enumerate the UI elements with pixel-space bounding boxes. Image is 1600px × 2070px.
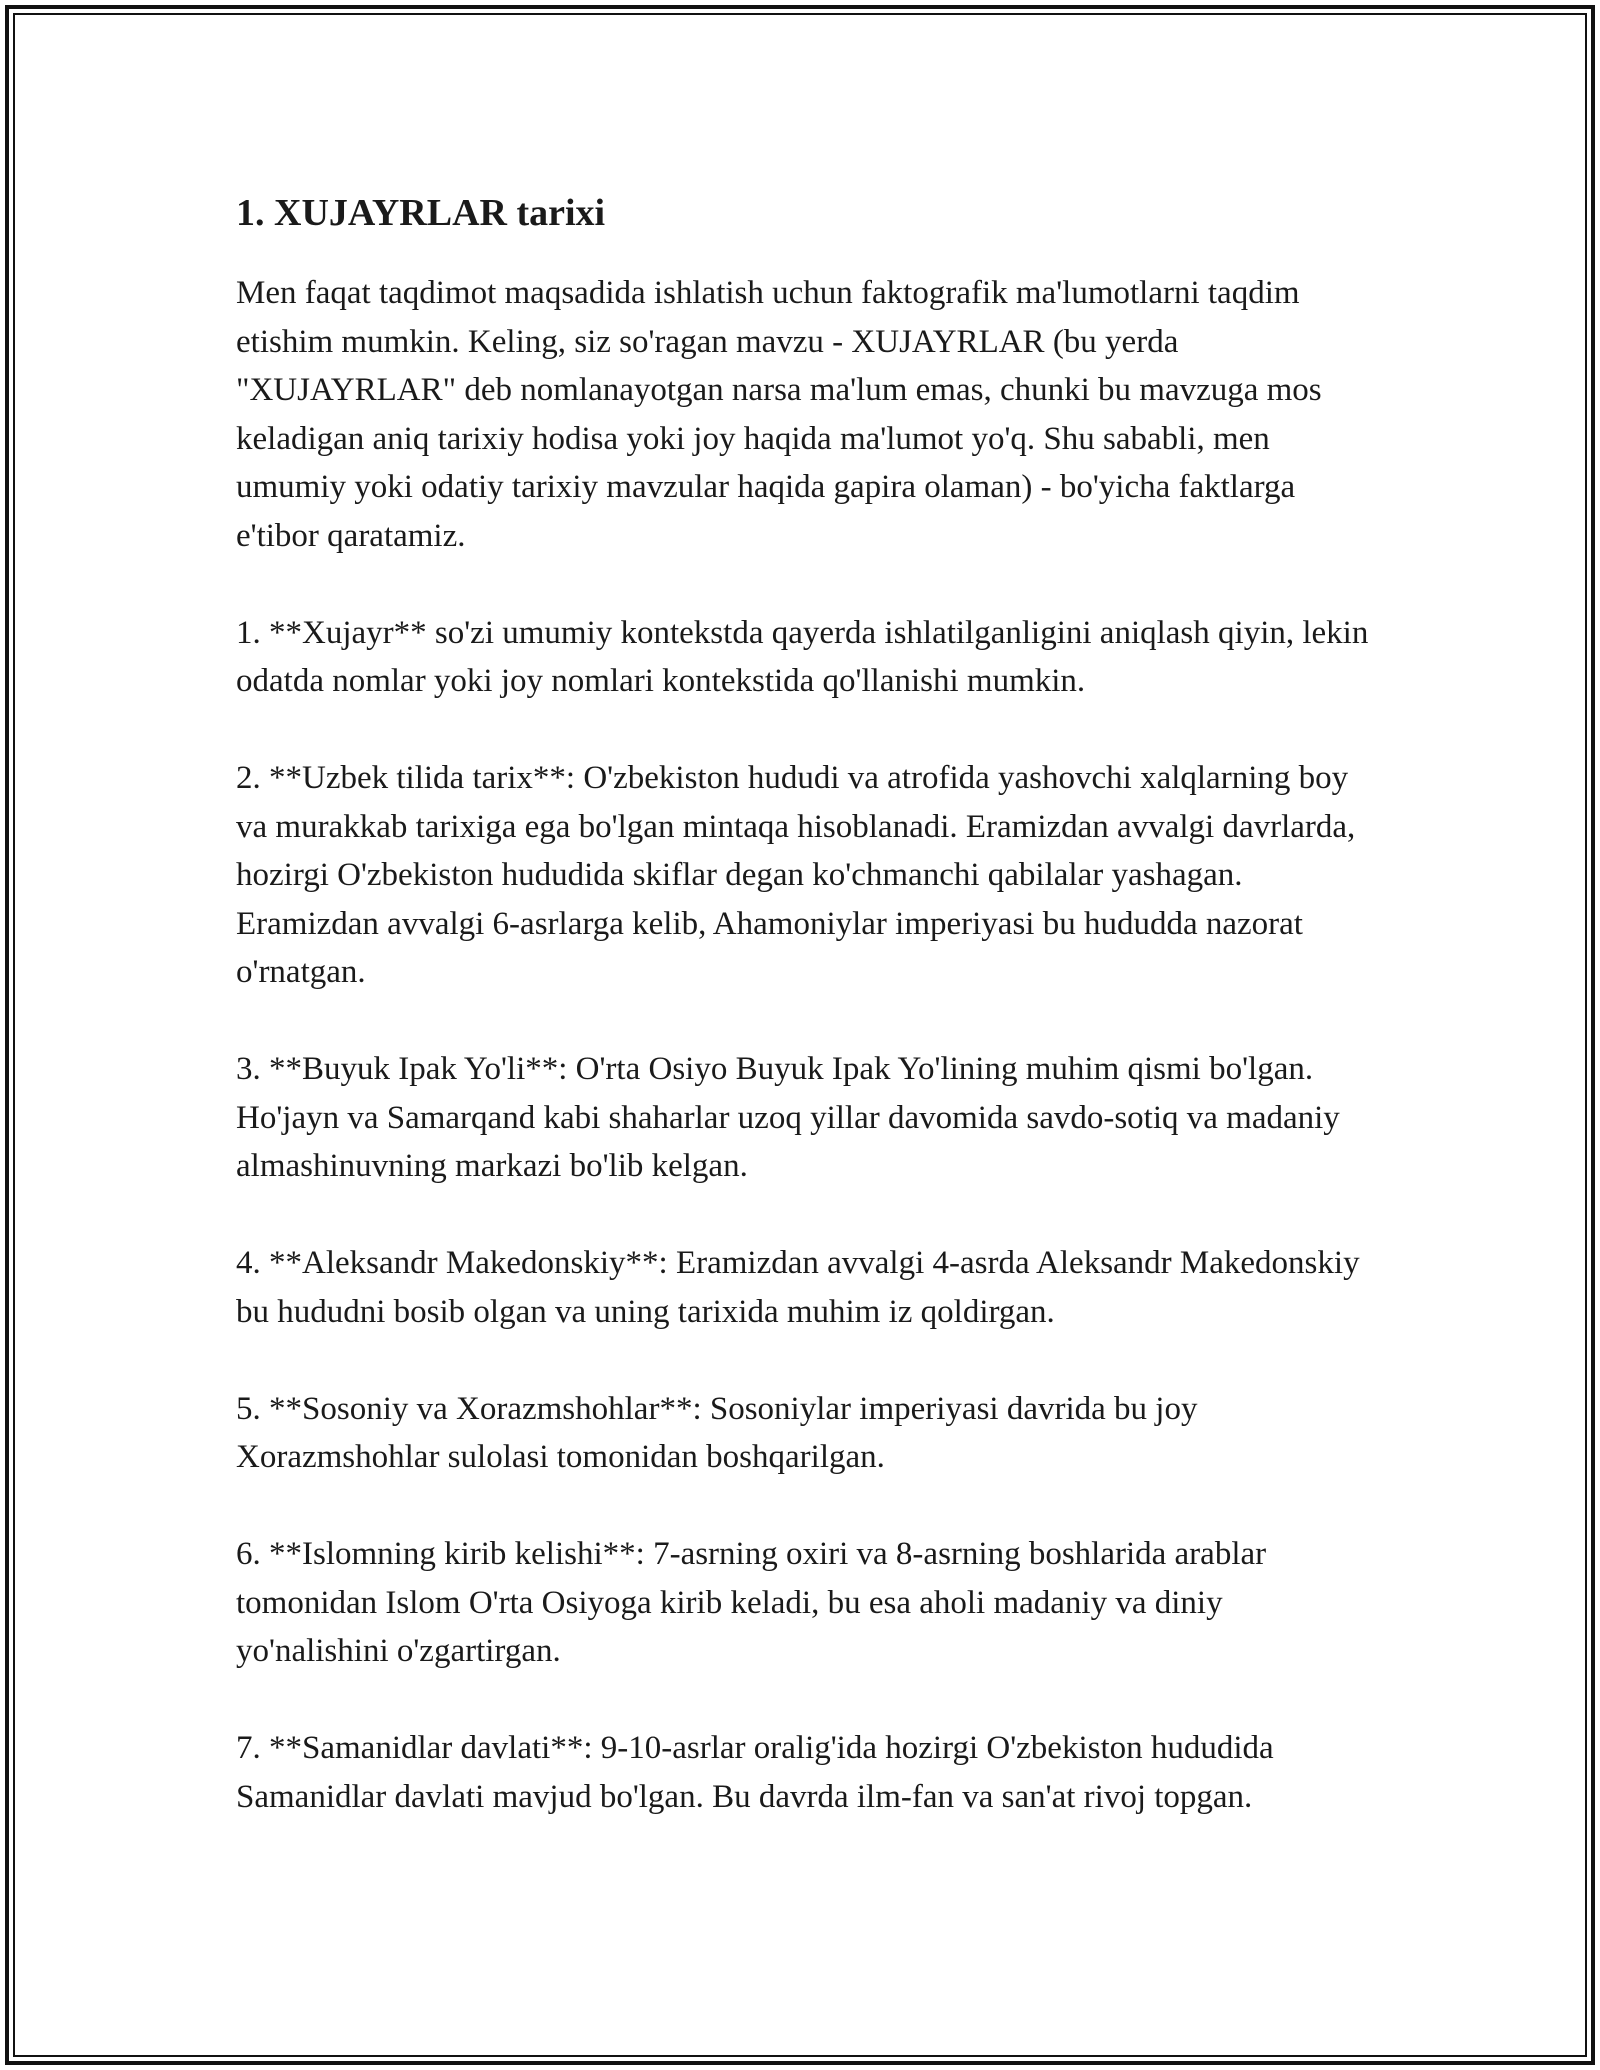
list-item-6: 6. **Islomning kirib kelishi**: 7-asrning oxiri va 8-asrning boshlarida arablar tomonidan Islom O'rta Osiyoga kirib keladi, bu esa aholi madaniy va diniy yo'nalishini o'zgartirgan. (236, 1536, 1267, 1669)
document-body (236, 185, 1376, 1870)
document-title: 1. XUJAYRLAR tarixi (236, 192, 606, 234)
intro-paragraph: Men faqat taqdimot maqsadida ishlatish uchun faktografik ma'lumotlarni taqdim etishim mumkin. Keling, siz so'ragan mavzu - XUJAYRLAR (bu yerda "XUJAYRLAR" deb nomlanayotgan narsa ma'lum emas, chunki bu mavzuga mos keladigan aniq tarixiy hodisa yoki joy haqida ma'lumot yo'q. Shu sababli, men umumiy yoki odatiy tarixiy mavzular haqida gapira olaman) - bo'yicha faktlarga e'tibor qaratamiz. (236, 275, 1322, 554)
list-item-3: 3. **Buyuk Ipak Yo'li**: O'rta Osiyo Buyuk Ipak Yo'lining muhim qismi bo'lgan. Ho'jayn va Samarqand kabi shaharlar uzoq yillar davomida savdo-sotiq va madaniy almashinuvning markazi bo'lib kelgan. (236, 1051, 1340, 1184)
list-item-2: 2. **Uzbek tilida tarix**: O'zbekiston hududi va atrofida yashovchi xalqlarning boy va murakkab tarixiga ega bo'lgan mintaqa hisoblanadi. Eramizdan avvalgi davrlarda, hozirgi O'zbekiston hududida skiflar degan ko'chmanchi qabilalar yashagan. Eramizdan avvalgi 6-asrlarga kelib, Ahamoniylar imperiyasi bu hududda nazorat o'rnatgan. (236, 760, 1356, 990)
list-item-1: 1. **Xujayr** so'zi umumiy kontekstda qayerda ishlatilganligini aniqlash qiyin, lekin odatda nomlar yoki joy nomlari kontekstida qo'llanishi mumkin. (236, 614, 1369, 699)
list-item-4: 4. **Aleksandr Makedonskiy**: Eramizdan avvalgi 4-asrda Aleksandr Makedonskiy bu hududni bosib olgan va uning tarixida muhim iz qoldirgan. (236, 1245, 1360, 1330)
list-item-5: 5. **Sosoniy va Xorazmshohlar**: Sosoniylar imperiyasi davrida bu joy Xorazmshohlar sulolasi tomonidan boshqarilgan. (236, 1390, 1198, 1475)
list-item-7: 7. **Samanidlar davlati**: 9-10-asrlar oralig'ida hozirgi O'zbekiston hududida Samanidlar davlati mavjud bo'lgan. Bu davrda ilm-fan va san'at rivoj topgan. (236, 1730, 1274, 1815)
